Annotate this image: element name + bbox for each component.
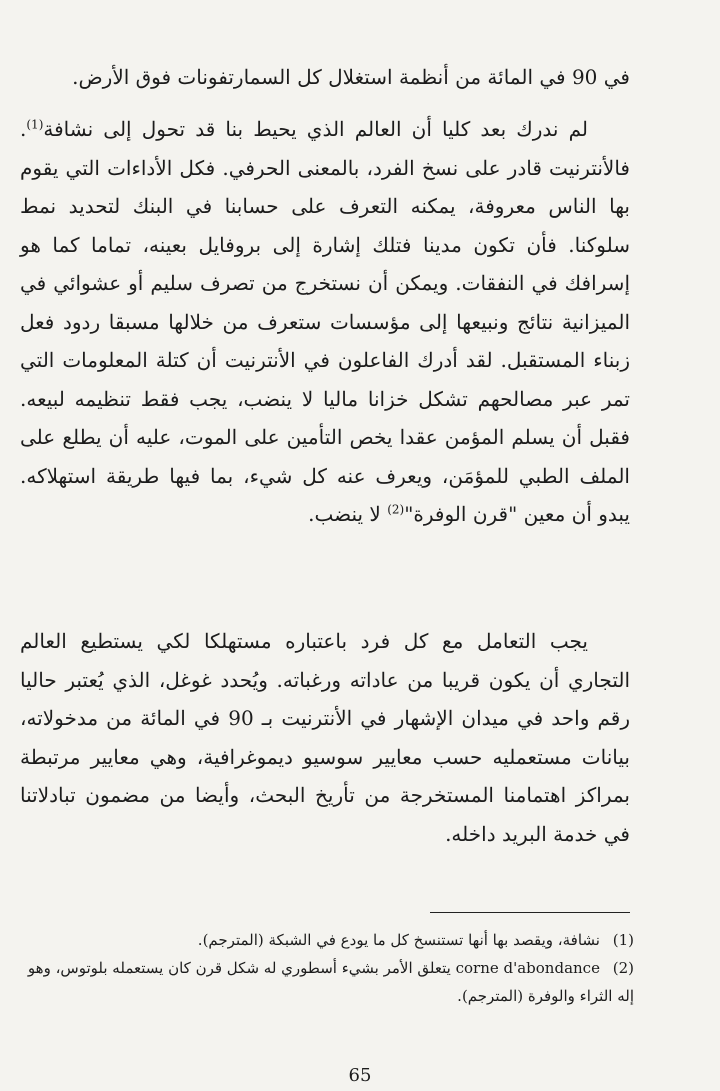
paragraph-2-text-a: لم ندرك بعد كليا أن العالم الذي يحيط بنا قد تحول إلى نشافة — [43, 117, 588, 141]
paragraph-2-text-b: . فالأنترنيت قادر على نسخ الفرد، بالمعنى الحرفي. فكل الأداءات التي يقوم بها الناس معروفة، يمكنه التعرف على حسابنا في البنك لتحديد نمط سلوكنا. فأن تكون مدينا فتلك إشارة إلى بروفايل بعينه، تماما كما هو إسرافك في النفقات. ويمكن أن نستخرج من تصرف سليم أو عشوائي في الميزانية نتائج ونبيعها إلى مؤسسات ستعرف من خلالها مسبقا ردود فعل زبناء المستقبل. لقد أدرك الفاعلون في الأنترنيت أن كتلة المعلومات التي تمر عبر مصالحهم تشكل خزانا ماليا لا ينضب، يجب فقط تنظيمه لبيعه. فقبل أن يسلم المؤمن عقدا يخص التأمين على الموت، عليه أن يطلع على الملف الطبي للمؤمَن، ويعرف عنه كل شيء، بما فيها طريقة استهلاكه. يبدو أن معين "قرن الوفرة" — [20, 117, 630, 526]
footnote-1-number: (1) — [612, 931, 634, 949]
footnote-ref-2: (2) — [387, 502, 405, 517]
paragraph-2 — [20, 110, 630, 534]
paragraph-1-text: في 90 في المائة من أنظمة استغلال كل السمارتفونات فوق الأرض. — [72, 65, 630, 89]
paragraph-2-text-c: لا ينضب. — [308, 502, 388, 526]
footnote-1 — [20, 926, 634, 954]
paragraph-1 — [20, 58, 630, 97]
paragraph-3-text: يجب التعامل مع كل فرد باعتباره مستهلكا لكي يستطيع العالم التجاري أن يكون قريبا من عاداته ورغباته. ويُحدد غوغل، الذي يُعتبر حاليا رقم واحد في ميدان الإشهار في الأنترنيت بـ 90 في المائة من مدخولاته، بيانات مستعمليه حسب معايير سوسيو ديموغرافية، وهي معايير مرتبطة بمراكز اهتمامنا المستخرجة من تأريخ البحث، وأيضا من مضمون تبادلاتنا في خدمة البريد داخله. — [20, 629, 631, 846]
footnote-2 — [20, 954, 634, 1010]
page-number: 65 — [348, 1065, 372, 1086]
footnote-ref-1: (1) — [26, 117, 44, 132]
footnotes — [20, 926, 634, 1010]
footnote-divider — [430, 912, 630, 913]
footnote-2-text: يتعلق الأمر بشيء أسطوري له شكل قرن كان يستعمله بلوتوس، وهو إله الثراء والوفرة (المترجم). — [27, 959, 634, 1005]
footnote-2-number: (2) — [612, 959, 634, 977]
footnote-2-latin-term: corne d'abondance — [455, 959, 600, 977]
paragraph-3 — [20, 622, 630, 853]
footnote-1-text: نشافة، ويقصد بها أنها تستنسخ كل ما يودع في الشبكة (المترجم). — [197, 931, 600, 949]
